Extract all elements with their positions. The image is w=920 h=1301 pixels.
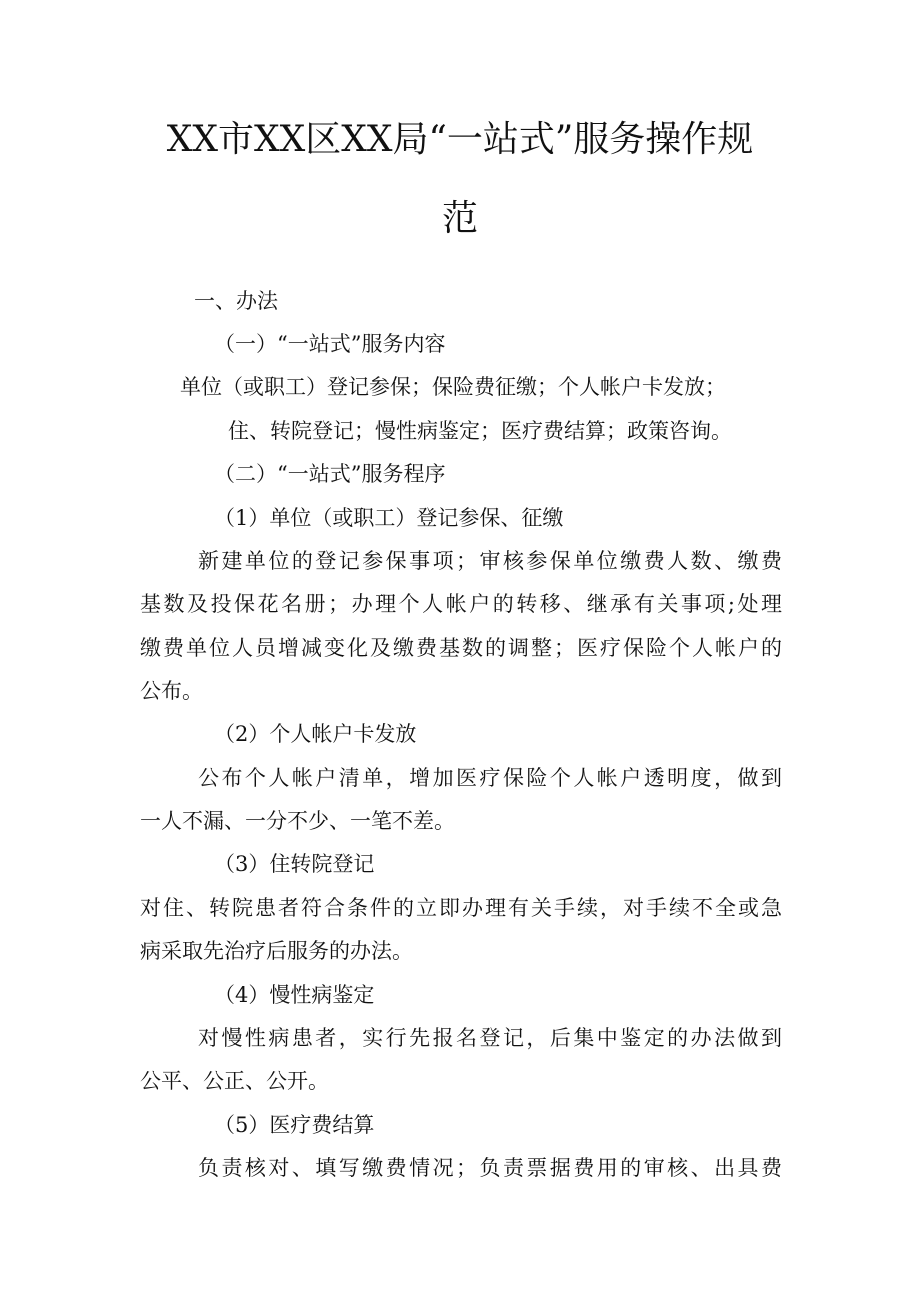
- section-heading: 一、办法: [194, 289, 278, 313]
- paragraph-line: 对慢性病患者，实行先报名登记，后集中鉴定的办法做到: [198, 1026, 782, 1050]
- paragraph-line: 公平、公正、公开。: [140, 1069, 329, 1093]
- paragraph-line: 公布个人帐户清单，增加医疗保险个人帐户透明度，做到: [198, 766, 782, 790]
- item-heading: （2）个人帐户卡发放: [214, 722, 417, 746]
- document-title-line-1: XX市XX区XX局“一站式”服务操作规: [166, 119, 754, 160]
- paragraph-line: 缴费单位人员增减变化及缴费基数的调整；医疗保险个人帐户的: [140, 636, 782, 660]
- paragraph-line: 新建单位的登记参保事项；审核参保单位缴费人数、缴费: [198, 549, 782, 573]
- item-heading: （1）单位（或职工）登记参保、征缴: [214, 506, 564, 530]
- paragraph-line: 公布。: [140, 679, 203, 703]
- paragraph-line: 对住、转院患者符合条件的立即办理有关手续，对手续不全或急: [140, 896, 782, 920]
- document-title-line-2: 范: [441, 198, 478, 239]
- item-heading: （3）住转院登记: [214, 852, 375, 876]
- paragraph-line: 单位（或职工）登记参保；保险费征缴；个人帐户卡发放；: [180, 375, 726, 399]
- paragraph-line: 负责核对、填写缴费情况；负责票据费用的审核、出具费: [198, 1156, 782, 1180]
- subsection-heading: （一）“一站式”服务内容: [214, 332, 446, 356]
- item-heading: （4）慢性病鉴定: [214, 983, 375, 1007]
- paragraph-line: 住、转院登记；慢性病鉴定；医疗费结算；政策咨询。: [228, 419, 732, 443]
- item-heading: （5）医疗费结算: [214, 1113, 375, 1137]
- subsection-heading: （二）“一站式”服务程序: [214, 462, 446, 486]
- paragraph-line: 基数及投保花名册；办理个人帐户的转移、继承有关事项;处理: [140, 592, 782, 616]
- paragraph-line: 一人不漏、一分不少、一笔不差。: [140, 809, 455, 833]
- paragraph-line: 病采取先治疗后服务的办法。: [140, 939, 413, 963]
